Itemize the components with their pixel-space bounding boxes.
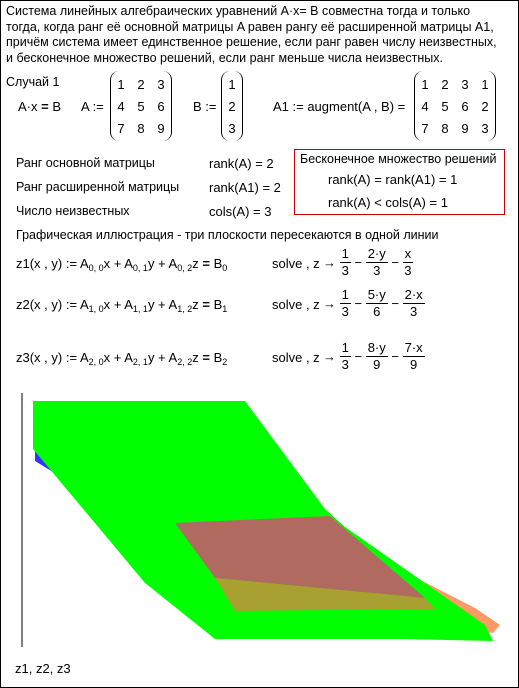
numerator: 8·y	[367, 340, 386, 355]
function-name: z3(x , y) :=	[16, 350, 78, 365]
system-equation[interactable]	[18, 99, 61, 114]
matrix-cell: 3	[461, 77, 469, 92]
fraction	[366, 287, 388, 320]
fraction	[366, 340, 388, 373]
denominator: 3	[373, 263, 381, 278]
result-line[interactable]: rank(A) = rank(A1) = 1	[328, 172, 458, 187]
coef-subscript: 2, 2	[177, 357, 193, 367]
intro-line: Система линейных алгебраических уравнений A·x= B совместна тогда и только	[6, 4, 471, 18]
result-line[interactable]: rank(A) < cols(A) = 1	[328, 195, 448, 210]
rhs-b: B	[213, 350, 223, 365]
coef-subscript: 0, 1	[132, 263, 148, 273]
fraction	[340, 246, 351, 279]
rhs-b: B	[213, 256, 223, 271]
matrix-cell: 1	[228, 77, 236, 92]
coef: A	[168, 350, 178, 365]
matrix-a-label: A :=	[81, 99, 104, 114]
intro-line: причём система имеет единственное решение, если ранг равен числу неизвестных,	[6, 35, 497, 49]
var-y: y +	[147, 256, 169, 271]
var-z: z	[192, 350, 203, 365]
operator: −	[391, 255, 399, 270]
denominator: 3	[410, 304, 418, 319]
coef: A	[124, 256, 133, 271]
coef-subscript: 0, 2	[177, 263, 193, 273]
plot-label: z1, z2, z3	[15, 661, 71, 676]
operator: −	[354, 255, 363, 270]
symbolic-equation[interactable]	[16, 350, 227, 367]
operator: −	[391, 349, 399, 364]
numerator: 5·y	[367, 287, 386, 302]
matrix-cell: 3	[228, 121, 236, 136]
function-name: z1(x , y) :=	[16, 256, 78, 271]
matrix-cell: 2	[481, 99, 489, 114]
coef: A	[79, 350, 89, 365]
numerator: 2·x	[404, 287, 423, 302]
graph-caption: Графическая иллюстрация - три плоскости пересекаются в одной линии	[16, 228, 439, 242]
denominator: 9	[410, 357, 418, 372]
denominator: 9	[373, 357, 381, 372]
var-y: y +	[147, 297, 169, 312]
denominator: 6	[373, 304, 381, 319]
arrow: →	[323, 255, 336, 270]
matrix-cell: 1	[117, 77, 125, 92]
intro-line: тогда, когда ранг её основной матрицы A равен рангу её расширенной матрицы A1,	[6, 19, 494, 34]
rank-expression[interactable]: rank(A) = 2	[209, 156, 274, 171]
solve-result	[323, 340, 425, 373]
matrix-cell: 2	[137, 77, 145, 92]
matrix-cell: 2	[441, 77, 449, 92]
solve-keyword[interactable]: solve , z	[272, 297, 320, 312]
matrix-cell: 2	[228, 99, 236, 114]
matrix-cell: 1	[481, 77, 489, 92]
matrix-a1[interactable]	[414, 71, 496, 141]
denominator: 3	[341, 304, 349, 319]
var-x: x +	[103, 297, 125, 312]
coef: A	[124, 350, 133, 365]
coef: A	[79, 256, 89, 271]
matrix-cell: 6	[461, 99, 469, 114]
rank-expression[interactable]: rank(A1) = 2	[209, 180, 281, 195]
numerator: 1	[341, 246, 349, 261]
matrix-b-label: B :=	[193, 99, 217, 114]
matrix-cell: 5	[137, 99, 145, 114]
var-y: y +	[147, 350, 169, 365]
arrow: →	[323, 349, 336, 364]
matrix-cell: 3	[157, 77, 165, 92]
solve-result	[323, 246, 413, 279]
result-title: Бесконечное множество решений	[300, 152, 497, 166]
matrix-a1-label: A1 := augment(A , B) =	[273, 99, 406, 114]
var-z: z	[192, 297, 203, 312]
arrow: →	[323, 296, 336, 311]
numerator: 2·y	[367, 246, 386, 261]
coef-subscript: 2, 1	[132, 357, 148, 367]
equation-rhs: B	[52, 99, 62, 114]
coef: A	[79, 297, 89, 312]
matrix-cell: 4	[117, 99, 125, 114]
numerator: 1	[341, 340, 349, 355]
denominator: 3	[404, 263, 412, 278]
fraction	[366, 246, 388, 279]
coef: A	[168, 256, 178, 271]
matrix-cell: 7	[117, 121, 125, 136]
surface-plot[interactable]	[15, 393, 510, 647]
equation-lhs: A·x	[18, 99, 38, 114]
operator: −	[391, 296, 399, 311]
fraction	[403, 340, 425, 373]
fraction	[340, 287, 351, 320]
symbolic-equation[interactable]	[16, 256, 227, 273]
coef-subscript: 2, 0	[88, 357, 104, 367]
coef-subscript: 1, 2	[177, 304, 193, 314]
fraction	[403, 287, 425, 320]
bold-equals: =	[202, 256, 210, 271]
solve-result	[323, 287, 425, 320]
result-box	[294, 149, 505, 215]
matrix-a[interactable]	[110, 71, 172, 141]
coef-subscript: 1, 1	[132, 304, 148, 314]
equation-bold-equals: =	[41, 99, 49, 114]
matrix-cell: 8	[441, 121, 449, 136]
matrix-cell: 8	[137, 121, 145, 136]
fraction	[403, 246, 414, 279]
numerator: 7·x	[404, 340, 423, 355]
var-x: x +	[103, 256, 125, 271]
rhs-subscript: 2	[222, 357, 228, 367]
matrix-cell: 9	[157, 121, 165, 136]
solve-keyword[interactable]: solve , z	[272, 350, 320, 365]
var-x: x +	[103, 350, 125, 365]
operator: −	[354, 349, 363, 364]
matrix-cell: 5	[441, 99, 449, 114]
intro-line: и бесконечное множество решений, если ранг меньше числа неизвестных.	[6, 50, 443, 65]
rhs-b: B	[213, 297, 223, 312]
function-name: z2(x , y) :=	[16, 297, 78, 312]
rank-expression[interactable]: cols(A) = 3	[209, 204, 272, 219]
denominator: 3	[341, 263, 349, 278]
numerator: x	[404, 246, 412, 261]
rank-label: Ранг основной матрицы	[16, 156, 155, 170]
coef-subscript: 1, 0	[88, 304, 104, 314]
coef: A	[168, 297, 178, 312]
matrix-cell: 3	[481, 121, 489, 136]
matrix-cell: 7	[421, 121, 429, 136]
coef-subscript: 0, 0	[88, 263, 104, 273]
rank-label: Ранг расширенной матрицы	[16, 180, 180, 194]
rank-label: Число неизвестных	[16, 204, 130, 218]
surface-plot-svg	[15, 393, 510, 647]
rhs-subscript: 1	[222, 304, 228, 314]
numerator: 1	[341, 287, 349, 302]
bold-equals: =	[202, 350, 210, 365]
rhs-subscript: 0	[222, 263, 228, 273]
coef: A	[124, 297, 133, 312]
matrix-cell: 9	[461, 121, 469, 136]
intro-paragraph	[6, 4, 514, 66]
matrix-cell: 4	[421, 99, 429, 114]
fraction	[340, 340, 351, 373]
denominator: 3	[341, 357, 349, 372]
matrix-b[interactable]	[221, 71, 243, 141]
symbolic-equation[interactable]	[16, 297, 227, 314]
bold-equals: =	[202, 297, 210, 312]
operator: −	[354, 296, 363, 311]
case-label: Случай 1	[6, 75, 60, 89]
var-z: z	[192, 256, 203, 271]
solve-keyword[interactable]: solve , z	[272, 256, 320, 271]
matrix-cell: 6	[157, 99, 165, 114]
matrix-cell: 1	[421, 77, 429, 92]
